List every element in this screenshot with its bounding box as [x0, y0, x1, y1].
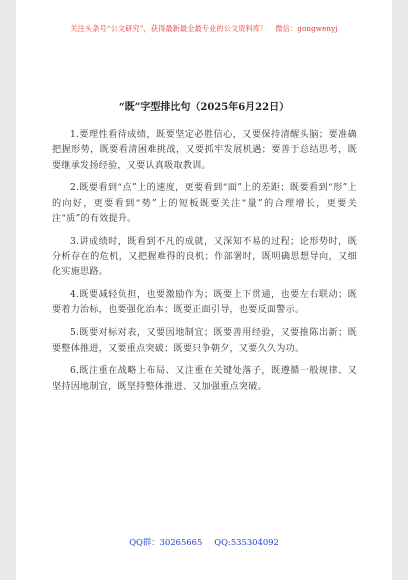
paragraph-5: 5.既要对标对表，又要因地制宜；既要善用经验，又要推陈出新；既要整体推进，又要重点突破；既要只争朝夕，又要久久为功。 [52, 328, 357, 354]
paragraph-6: 6.既注重在战略上布局、又注重在关键处落子，既遵循一般规律、又坚持因地制宜，既坚持整体推进、又加强重点突破。 [52, 366, 357, 392]
document-title: “既”字型排比句（2025年6月22日） [118, 102, 290, 113]
qq-number: QQ:535304092 [214, 537, 279, 547]
header-promo-note [16, 24, 392, 34]
paragraph-4: 4.既要减轻负担，也要激励作为；既要上下贯通，也要左右联动；既要着力治标，也要强化治本；既要正面引导，也要反面警示。 [52, 290, 357, 316]
wechat-id: 微信：gongwenyj [275, 24, 338, 33]
document-body [52, 128, 357, 402]
promo-text: 关注头条号“公文研究”，获得最新最全最专业的公文资料库！ [70, 24, 268, 33]
paragraph-3: 3.讲成绩时，既看到不凡的成就，又深知不易的过程；论形势时，既分析存在的危机，又把握难得的良机；作部署时，既明确思想导向，又细化实施思路。 [52, 236, 357, 278]
qq-group-number: QQ群：30265665 [129, 537, 203, 547]
footer-contacts [16, 536, 392, 548]
paragraph-1: 1.要理性看待成绩，既要坚定必胜信心，又要保持清醒头脑；要准确把握形势，既要看清困难挑战，又要抓牢发展机遇；要善于总结思考，既要继承发扬经验，又要认真吸取教训。 [52, 130, 357, 171]
paragraph-2: 2.既要看到“点”上的速度，更要看到“面”上的差距；既要看到“形”上的向好，更要看到“势”上的短板既要关注“量”的合理增长，更要关注“质”的有效提升。 [52, 183, 357, 224]
document-page [16, 0, 392, 580]
